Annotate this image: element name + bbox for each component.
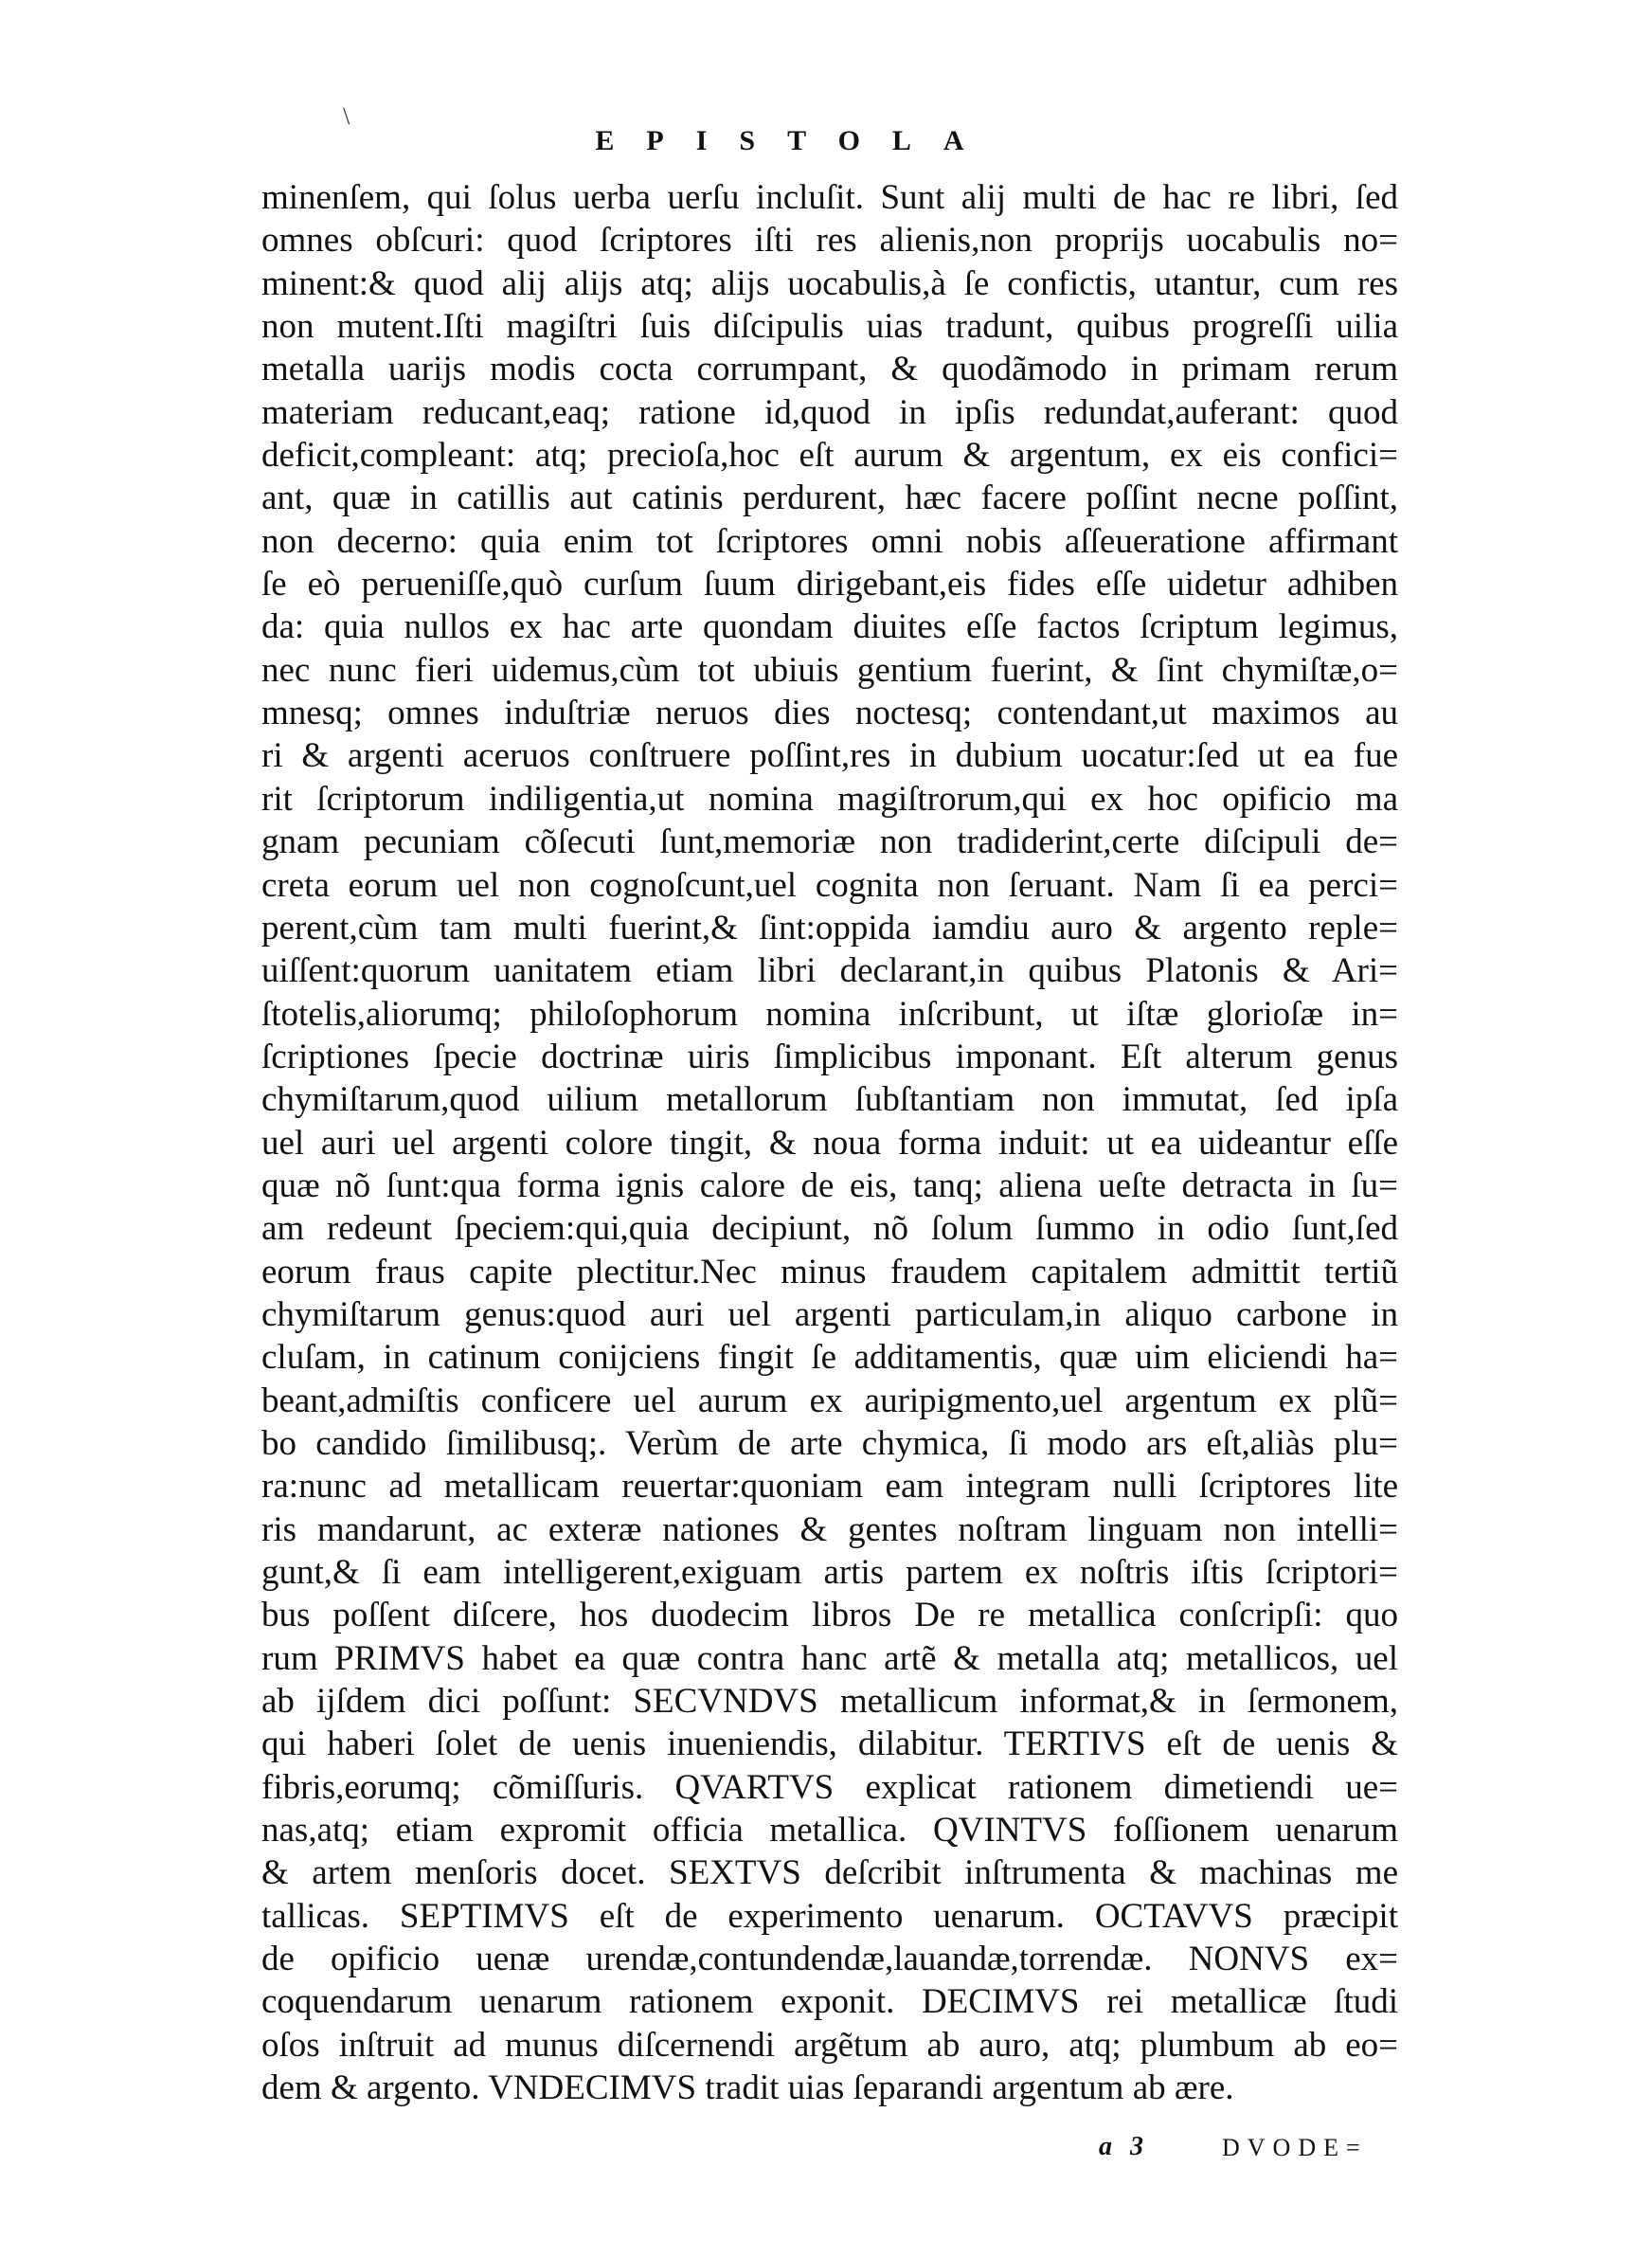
signature-mark: a 3 [1099, 2132, 1149, 2161]
text-line: gnam pecuniam cõſecuti ſunt,memoriæ non tradiderint,certe diſcipuli de= [261, 822, 1398, 862]
text-line: uel auri uel argenti colore tingit, & noua forma induit: ut ea uideantur eſſe [261, 1123, 1398, 1163]
text-line: de opificio uenæ urendæ,contundendæ,lauandæ,torrendæ. NONVS ex= [261, 1940, 1398, 1979]
text-line: ſe eò perueniſſe,quò curſum ſuum dirigebant,eis fides eſſe uidetur adhiben [261, 565, 1398, 605]
text-line: minent:& quod alij alijs atq; alijs uocabulis,à ſe confictis, utantur, cum res [261, 263, 1398, 303]
text-line: fibris,eorumq; cõmiſſuris. QVARTVS explicat rationem dimetiendi ue= [261, 1767, 1398, 1807]
text-line: non decerno: quia enim tot ſcriptores omni nobis aſſeueratione affirmant [261, 521, 1398, 561]
text-line: chymiſtarum genus:quod auri uel argenti particulam,in aliquo carbone in [261, 1294, 1398, 1334]
text-line: nec nunc fieri uidemus,cùm tot ubiuis gentium fuerint, & ſint chymiſtæ,o= [261, 650, 1398, 690]
text-line: deficit,compleant: atq; precioſa,hoc eſt aurum & argentum, ex eis confici= [261, 436, 1398, 476]
text-line: bus poſſent diſcere, hos duodecim libros De re metallica conſcripſi: quo [261, 1596, 1398, 1635]
text-line: ris mandarunt, ac exteræ nationes & gentes noſtram linguam non intelli= [261, 1509, 1398, 1549]
body-text [261, 176, 1398, 2109]
text-line: ant, quæ in catillis aut catinis perdurent, hæc facere poſſint necne poſſint, [261, 478, 1398, 518]
text-line: mnesq; omnes induſtriæ neruos dies noctesq; contendant,ut maximos au [261, 694, 1398, 733]
stray-mark: \ [343, 102, 350, 130]
text-line: dem & argento. VNDECIMVS tradit uias ſeparandi argentum ab ære. [261, 2068, 1234, 2108]
text-line: ri & argenti aceruos conſtruere poſſint,res in dubium uocatur:ſed ut ea fue [261, 736, 1398, 776]
text-line: chymiſtarum,quod uilium metallorum ſubſtantiam non immutat, ſed ipſa [261, 1080, 1398, 1120]
catchword: DVODE= [1222, 2134, 1368, 2161]
text-line: ſcriptiones ſpecie doctrinæ uiris ſimplicibus imponant. Eſt alterum genus [261, 1037, 1398, 1076]
text-line: & artem menſoris docet. SEXTVS deſcribit inſtrumenta & machinas me [261, 1853, 1398, 1893]
text-line: coquendarum uenarum rationem exponit. DECIMVS rei metallicæ ſtudi [261, 1982, 1398, 2022]
text-line: gunt,& ſi eam intelligerent,exiguam artis partem ex noſtris iſtis ſcriptori= [261, 1553, 1398, 1592]
text-line: non mutent.Iſti magiſtri ſuis diſcipulis uias tradunt, quibus progreſſi uilia [261, 307, 1398, 347]
text-line: rum PRIMVS habet ea quæ contra hanc artẽ & metalla atq; metallicos, uel [261, 1638, 1398, 1678]
text-line: metalla uarijs modis cocta corrumpant, & quodãmodo in primam rerum [261, 350, 1398, 389]
text-line: minenſem, qui ſolus uerba uerſu incluſit. Sunt alij multi de hac re libri, ſed [261, 178, 1398, 217]
text-line: nas,atq; etiam expromit officia metallica. QVINTVS foſſionem uenarum [261, 1811, 1398, 1851]
text-line: bo candido ſimilibusq;. Verùm de arte chymica, ſi modo ars eſt,aliàs plu= [261, 1423, 1398, 1463]
text-line: ab ijſdem dici poſſunt: SECVNDVS metallicum informat,& in ſermonem, [261, 1682, 1398, 1722]
text-line: cluſam, in catinum conijciens fingit ſe additamentis, quæ uim eliciendi ha= [261, 1338, 1398, 1378]
page-footer [1099, 2132, 1398, 2170]
text-line: oſos inſtruit ad munus diſcernendi argẽtum ab auro, atq; plumbum ab eo= [261, 2025, 1398, 2065]
text-line: rit ſcriptorum indiligentia,ut nomina magiſtrorum,qui ex hoc opificio ma [261, 779, 1398, 819]
text-line: quæ nõ ſunt:qua forma ignis calore de eis, tanq; aliena ueſte detracta in ſu= [261, 1165, 1398, 1205]
text-line: qui haberi ſolet de uenis inueniendis, dilabitur. TERTIVS eſt de uenis & [261, 1724, 1398, 1764]
text-line: beant,admiſtis conficere uel aurum ex auripigmento,uel argentum ex plũ= [261, 1381, 1398, 1420]
text-line: materiam reducant,eaq; ratione id,quod in ipſis redundat,auferant: quod [261, 392, 1398, 432]
text-line: tallicas. SEPTIMVS eſt de experimento uenarum. OCTAVVS præcipit [261, 1896, 1398, 1936]
text-line: uiſſent:quorum uanitatem etiam libri declarant,in quibus Platonis & Ari= [261, 951, 1398, 991]
text-line: ſtotelis,aliorumq; philoſophorum nomina inſcribunt, ut iſtæ glorioſæ in= [261, 994, 1398, 1034]
text-line: perent,cùm tam multi fuerint,& ſint:oppida iamdiu auro & argento reple= [261, 908, 1398, 948]
text-line: omnes obſcuri: quod ſcriptores iſti res alienis,non proprijs uocabulis no= [261, 221, 1398, 261]
text-line: am redeunt ſpeciem:qui,quia decipiunt, nõ ſolum ſummo in odio ſunt,ſed [261, 1209, 1398, 1249]
text-line: da: quia nullos ex hac arte quondam diuites eſſe factos ſcriptum legimus, [261, 607, 1398, 647]
text-line: eorum fraus capite plectitur.Nec minus fraudem capitalem admittit tertiũ [261, 1252, 1398, 1291]
text-line: ra:nunc ad metallicam reuertar:quoniam eam integram nulli ſcriptores lite [261, 1467, 1398, 1507]
text-line: creta eorum uel non cognoſcunt,uel cognita non ſeruant. Nam ſi ea perci= [261, 865, 1398, 905]
running-head: EPISTOLA [595, 125, 997, 156]
